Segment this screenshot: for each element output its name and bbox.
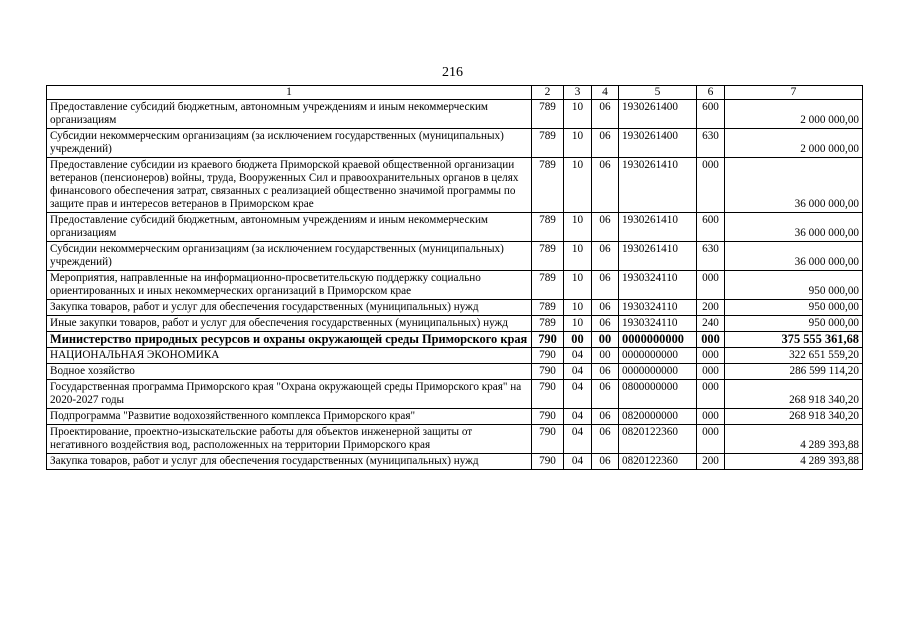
- admin-code-cell: 789: [532, 271, 564, 300]
- target-article-cell: 1930324110: [619, 300, 697, 316]
- header-cell-4: 4: [592, 86, 619, 100]
- section-cell: 10: [564, 242, 592, 271]
- admin-code-cell: 789: [532, 300, 564, 316]
- admin-code-cell: 789: [532, 129, 564, 158]
- section-cell: 04: [564, 454, 592, 470]
- subsection-cell: 00: [592, 348, 619, 364]
- header-cell-6: 6: [697, 86, 725, 100]
- expense-type-cell: 000: [697, 332, 725, 348]
- header-cell-5: 5: [619, 86, 697, 100]
- table-row: [47, 454, 863, 470]
- name-cell: Предоставление субсидий бюджетным, автономным учреждениям и иным некоммерческим организациям: [47, 213, 532, 242]
- section-cell: 10: [564, 158, 592, 213]
- subsection-cell: 06: [592, 158, 619, 213]
- amount-cell: 2 000 000,00: [725, 100, 863, 129]
- page-number: 216: [442, 65, 463, 80]
- header-row: [47, 86, 863, 100]
- expense-type-cell: 000: [697, 425, 725, 454]
- header-cell-7: 7: [725, 86, 863, 100]
- table-row: [47, 425, 863, 454]
- subsection-cell: 06: [592, 425, 619, 454]
- amount-cell: 322 651 559,20: [725, 348, 863, 364]
- expense-type-cell: 600: [697, 213, 725, 242]
- target-article-cell: 0820122360: [619, 454, 697, 470]
- table-row: [47, 100, 863, 129]
- expense-type-cell: 630: [697, 129, 725, 158]
- subsection-cell: 06: [592, 300, 619, 316]
- subsection-cell: 06: [592, 213, 619, 242]
- expense-type-cell: 200: [697, 300, 725, 316]
- target-article-cell: 1930324110: [619, 271, 697, 300]
- name-cell: НАЦИОНАЛЬНАЯ ЭКОНОМИКА: [47, 348, 532, 364]
- amount-cell: 36 000 000,00: [725, 158, 863, 213]
- name-cell: Субсидии некоммерческим организациям (за исключением государственных (муниципальных) учреждений): [47, 242, 532, 271]
- target-article-cell: 1930261410: [619, 242, 697, 271]
- admin-code-cell: 789: [532, 100, 564, 129]
- admin-code-cell: 790: [532, 348, 564, 364]
- amount-cell: 4 289 393,88: [725, 454, 863, 470]
- expense-type-cell: 240: [697, 316, 725, 332]
- expense-type-cell: 600: [697, 100, 725, 129]
- admin-code-cell: 790: [532, 425, 564, 454]
- target-article-cell: 0800000000: [619, 380, 697, 409]
- name-cell: Закупка товаров, работ и услуг для обеспечения государственных (муниципальных) нужд: [47, 300, 532, 316]
- table-row: [47, 332, 863, 348]
- target-article-cell: 1930261400: [619, 100, 697, 129]
- section-cell: 04: [564, 409, 592, 425]
- expense-type-cell: 630: [697, 242, 725, 271]
- name-cell: Мероприятия, направленные на информационно-просветительскую поддержку социально ориентированных и иных некоммерческих организаций в Приморском крае: [47, 271, 532, 300]
- amount-cell: 2 000 000,00: [725, 129, 863, 158]
- table-row: [47, 364, 863, 380]
- target-article-cell: 0820000000: [619, 409, 697, 425]
- amount-cell: 36 000 000,00: [725, 213, 863, 242]
- amount-cell: 4 289 393,88: [725, 425, 863, 454]
- subsection-cell: 06: [592, 409, 619, 425]
- name-cell: Государственная программа Приморского края "Охрана окружающей среды Приморского края" на 2020-2027 годы: [47, 380, 532, 409]
- admin-code-cell: 790: [532, 380, 564, 409]
- name-cell: Водное хозяйство: [47, 364, 532, 380]
- admin-code-cell: 790: [532, 409, 564, 425]
- subsection-cell: 06: [592, 242, 619, 271]
- admin-code-cell: 789: [532, 242, 564, 271]
- target-article-cell: 0000000000: [619, 364, 697, 380]
- name-cell: Иные закупки товаров, работ и услуг для обеспечения государственных (муниципальных) нужд: [47, 316, 532, 332]
- table-row: [47, 300, 863, 316]
- target-article-cell: 1930324110: [619, 316, 697, 332]
- subsection-cell: 06: [592, 364, 619, 380]
- name-cell: Подпрограмма "Развитие водохозяйственного комплекса Приморского края": [47, 409, 532, 425]
- header-cell-2: 2: [532, 86, 564, 100]
- subsection-cell: 06: [592, 454, 619, 470]
- amount-cell: 36 000 000,00: [725, 242, 863, 271]
- expense-type-cell: 000: [697, 271, 725, 300]
- section-cell: 10: [564, 271, 592, 300]
- table-row: [47, 213, 863, 242]
- section-cell: 10: [564, 300, 592, 316]
- section-cell: 04: [564, 348, 592, 364]
- table-row: [47, 380, 863, 409]
- target-article-cell: 0000000000: [619, 348, 697, 364]
- table-row: [47, 129, 863, 158]
- expense-type-cell: 000: [697, 348, 725, 364]
- target-article-cell: 0820122360: [619, 425, 697, 454]
- expense-type-cell: 000: [697, 380, 725, 409]
- section-cell: 04: [564, 380, 592, 409]
- name-cell: Проектирование, проектно-изыскательские работы для объектов инженерной защиты от негативного воздействия вод, расположенных на территории Приморского края: [47, 425, 532, 454]
- subsection-cell: 06: [592, 271, 619, 300]
- admin-code-cell: 790: [532, 454, 564, 470]
- subsection-cell: 00: [592, 332, 619, 348]
- target-article-cell: 0000000000: [619, 332, 697, 348]
- expense-type-cell: 000: [697, 158, 725, 213]
- admin-code-cell: 790: [532, 364, 564, 380]
- amount-cell: 375 555 361,68: [725, 332, 863, 348]
- admin-code-cell: 790: [532, 332, 564, 348]
- expense-type-cell: 000: [697, 409, 725, 425]
- name-cell: Закупка товаров, работ и услуг для обеспечения государственных (муниципальных) нужд: [47, 454, 532, 470]
- name-cell: Предоставление субсидии из краевого бюджета Приморской краевой общественной организации ветеранов (пенсионеров) войны, труда, Вооруженных Сил и правоохранительных органов в целях финансового обеспечения затрат, связанных с реализацией общественно значимой программы по защите прав и интересов ветеранов в Приморском крае: [47, 158, 532, 213]
- section-cell: 10: [564, 129, 592, 158]
- table-row: [47, 271, 863, 300]
- admin-code-cell: 789: [532, 158, 564, 213]
- amount-cell: 268 918 340,20: [725, 380, 863, 409]
- subsection-cell: 06: [592, 380, 619, 409]
- admin-code-cell: 789: [532, 213, 564, 242]
- header-cell-1: 1: [47, 86, 532, 100]
- expense-type-cell: 000: [697, 364, 725, 380]
- budget-table: [46, 85, 863, 470]
- expense-type-cell: 200: [697, 454, 725, 470]
- header-cell-3: 3: [564, 86, 592, 100]
- section-cell: 10: [564, 316, 592, 332]
- section-cell: 04: [564, 364, 592, 380]
- section-cell: 00: [564, 332, 592, 348]
- name-cell: Министерство природных ресурсов и охраны окружающей среды Приморского края: [47, 332, 532, 348]
- section-cell: 04: [564, 425, 592, 454]
- name-cell: Предоставление субсидий бюджетным, автономным учреждениям и иным некоммерческим организациям: [47, 100, 532, 129]
- table-row: [47, 316, 863, 332]
- section-cell: 10: [564, 213, 592, 242]
- amount-cell: 950 000,00: [725, 316, 863, 332]
- target-article-cell: 1930261410: [619, 213, 697, 242]
- table-row: [47, 158, 863, 213]
- amount-cell: 268 918 340,20: [725, 409, 863, 425]
- admin-code-cell: 789: [532, 316, 564, 332]
- amount-cell: 950 000,00: [725, 271, 863, 300]
- name-cell: Субсидии некоммерческим организациям (за исключением государственных (муниципальных) учреждений): [47, 129, 532, 158]
- subsection-cell: 06: [592, 316, 619, 332]
- table-row: [47, 242, 863, 271]
- target-article-cell: 1930261410: [619, 158, 697, 213]
- target-article-cell: 1930261400: [619, 129, 697, 158]
- amount-cell: 950 000,00: [725, 300, 863, 316]
- section-cell: 10: [564, 100, 592, 129]
- subsection-cell: 06: [592, 100, 619, 129]
- amount-cell: 286 599 114,20: [725, 364, 863, 380]
- table-row: [47, 348, 863, 364]
- subsection-cell: 06: [592, 129, 619, 158]
- table-row: [47, 409, 863, 425]
